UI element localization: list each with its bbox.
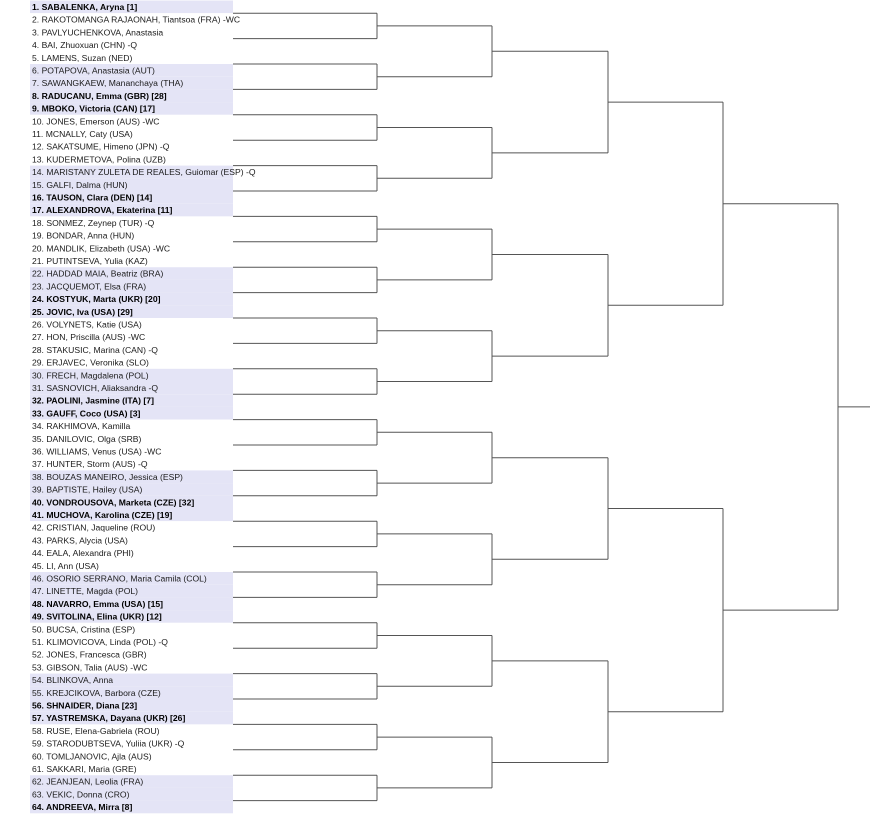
entry-player-name: WILLIAMS, Venus (USA) -WC xyxy=(46,446,162,457)
entry-player-name: MARISTANY ZULETA DE REALES, Guiomar (ESP) -Q xyxy=(46,167,256,178)
entry-number: 61. xyxy=(32,764,44,774)
entry-player-name: SAKKARI, Maria (GRE) xyxy=(46,764,137,774)
draw-entry xyxy=(30,318,233,331)
draw-entry xyxy=(30,216,233,229)
draw-entry xyxy=(30,89,233,102)
draw-entry xyxy=(30,102,233,115)
entry-number: 37. xyxy=(32,459,44,470)
entry-text xyxy=(32,269,163,279)
entry-number: 5. xyxy=(32,52,40,63)
draw-entry xyxy=(30,775,233,788)
entry-player-name: EALA, Alexandra (PHI) xyxy=(46,548,134,559)
entry-player-name: HADDAD MAIA, Beatriz (BRA) xyxy=(46,268,164,279)
entry-number: 30. xyxy=(32,370,44,381)
entry-text xyxy=(32,523,155,533)
draw-entry xyxy=(30,547,233,560)
entry-number: 34. xyxy=(32,421,44,432)
entry-player-name: BAI, Zhuoxuan (CHN) -Q xyxy=(41,40,138,51)
entry-player-name: KREJCIKOVA, Barbora (CZE) xyxy=(46,687,161,698)
entry-text xyxy=(32,624,135,634)
entry-player-name: SAKATSUME, Himeno (JPN) -Q xyxy=(46,141,170,152)
entry-text xyxy=(32,497,194,507)
entry-text xyxy=(32,116,160,126)
entry-player-name: SHNAIDER, Diana [23] xyxy=(46,700,138,711)
entry-number: 6. xyxy=(32,65,40,76)
entry-player-name: MUCHOVA, Karolina (CZE) [19] xyxy=(46,510,173,520)
entry-player-name: JOVIC, Iva (USA) [29] xyxy=(46,306,133,317)
entry-player-name: JEANJEAN, Leolia (FRA) xyxy=(46,776,144,787)
draw-entry xyxy=(30,521,233,534)
entry-player-name: ERJAVEC, Veronika (SLO) xyxy=(46,357,149,368)
entry-number: 39. xyxy=(32,484,44,495)
draw-entry xyxy=(30,77,233,90)
entry-number: 44. xyxy=(32,548,44,559)
entry-text xyxy=(32,281,146,291)
draw-entry xyxy=(30,305,233,318)
bracket-lines xyxy=(233,13,870,800)
entry-player-name: MANDLIK, Elizabeth (USA) -WC xyxy=(46,243,171,254)
entry-number: 17. xyxy=(32,205,44,216)
draw-entry xyxy=(30,610,233,623)
entry-text xyxy=(32,142,170,152)
entry-number: 14. xyxy=(32,167,44,178)
entry-player-name: TOMLJANOVIC, Ajla (AUS) xyxy=(46,751,152,762)
entry-player-name: GIBSON, Talia (AUS) -WC xyxy=(46,662,148,673)
draw-entry xyxy=(30,737,233,750)
entry-number: 36. xyxy=(32,446,44,457)
entry-player-name: STAKUSIC, Marina (CAN) -Q xyxy=(46,344,158,355)
entry-number: 29. xyxy=(32,357,44,368)
draw-entry xyxy=(30,623,233,636)
entry-text xyxy=(32,53,132,63)
entry-player-name: GALFI, Dalma (HUN) xyxy=(46,179,128,190)
entry-text xyxy=(32,383,158,393)
draw-entry xyxy=(30,229,233,242)
entry-text xyxy=(32,332,145,342)
draw-entry xyxy=(30,140,233,153)
draw-entry xyxy=(30,686,233,699)
entry-number: 59. xyxy=(32,738,44,749)
entry-number: 42. xyxy=(32,522,44,533)
entry-player-name: LAMENS, Suzan (NED) xyxy=(41,52,133,63)
entry-player-name: RUSE, Elena-Gabriela (ROU) xyxy=(46,725,160,736)
entry-text xyxy=(32,180,128,190)
draw-entry xyxy=(30,382,233,395)
entry-text xyxy=(32,218,155,228)
entry-number: 27. xyxy=(32,332,44,343)
entry-text xyxy=(32,472,183,482)
entry-text xyxy=(32,510,172,520)
draw-entry xyxy=(30,394,233,407)
entry-number: 55. xyxy=(32,687,44,698)
entry-text xyxy=(32,129,133,139)
entry-player-name: PARKS, Alycia (USA) xyxy=(46,535,128,546)
entry-text xyxy=(32,193,152,203)
entry-text xyxy=(32,485,142,495)
draw-entry xyxy=(30,559,233,572)
entry-player-name: MBOKO, Victoria (CAN) [17] xyxy=(41,103,156,114)
entry-number: 10. xyxy=(32,116,44,127)
entry-number: 62. xyxy=(32,776,44,787)
entry-player-name: HON, Priscilla (AUS) -WC xyxy=(46,332,146,343)
entry-text xyxy=(32,675,113,685)
entry-text xyxy=(32,726,160,736)
entry-number: 19. xyxy=(32,230,44,241)
draw-entry xyxy=(30,255,233,268)
entry-text xyxy=(32,789,130,799)
entry-number: 21. xyxy=(32,256,44,266)
entry-number: 12. xyxy=(32,141,44,152)
draw-entry xyxy=(30,128,233,141)
entry-player-name: SAWANGKAEW, Mananchaya (THA) xyxy=(41,78,184,89)
entry-text xyxy=(32,345,158,355)
entry-number: 50. xyxy=(32,624,44,635)
entry-number: 38. xyxy=(32,471,44,482)
entry-text xyxy=(32,637,168,647)
entry-number: 11. xyxy=(32,129,44,139)
entry-text xyxy=(32,91,167,101)
draw-entry xyxy=(30,724,233,737)
entry-text xyxy=(32,2,137,12)
draw-rows xyxy=(30,1,256,814)
entry-player-name: POTAPOVA, Anastasia (AUT) xyxy=(41,65,155,76)
draw-entry xyxy=(30,369,233,382)
entry-text xyxy=(32,459,148,469)
draw-entry xyxy=(30,712,233,725)
entry-player-name: RAKOTOMANGA RAJAONAH, Tiantsoa (FRA) -WC xyxy=(41,14,241,25)
draw-entry xyxy=(30,420,233,433)
entry-number: 64. xyxy=(32,802,44,813)
entry-number: 63. xyxy=(32,789,44,800)
entry-number: 58. xyxy=(32,725,44,736)
entry-text xyxy=(32,154,166,164)
draw-entry xyxy=(30,788,233,801)
entry-player-name: LINETTE, Magda (POL) xyxy=(46,586,139,597)
entry-text xyxy=(32,574,207,584)
draw-entry xyxy=(30,267,233,280)
entry-player-name: MCNALLY, Caty (USA) xyxy=(45,129,133,139)
draw-entry xyxy=(30,293,233,306)
entry-text xyxy=(32,320,142,330)
entry-number: 60. xyxy=(32,751,44,762)
entry-text xyxy=(32,548,134,558)
entry-player-name: BLINKOVA, Anna xyxy=(46,675,114,686)
entry-player-name: RAKHIMOVA, Kamilla xyxy=(46,421,131,432)
entry-number: 8. xyxy=(32,90,40,101)
entry-number: 52. xyxy=(32,649,44,660)
entry-player-name: TAUSON, Clara (DEN) [14] xyxy=(46,192,153,203)
draw-entry xyxy=(30,115,233,128)
draw-entry xyxy=(30,509,233,522)
entry-number: 26. xyxy=(32,319,44,330)
entry-player-name: NAVARRO, Emma (USA) [15] xyxy=(46,598,164,609)
entry-player-name: KUDERMETOVA, Polina (UZB) xyxy=(46,154,166,165)
draw-entry xyxy=(30,1,233,14)
draw-entry xyxy=(30,458,233,471)
entry-number: 20. xyxy=(32,243,44,254)
draw-entry xyxy=(30,674,233,687)
entry-text xyxy=(32,599,163,609)
entry-player-name: VOLYNETS, Katie (USA) xyxy=(46,319,142,330)
entry-number: 45. xyxy=(32,560,44,571)
entry-text xyxy=(32,688,161,698)
draw-entry xyxy=(30,26,233,39)
draw-entry xyxy=(30,407,233,420)
entry-text xyxy=(32,701,137,711)
entry-player-name: VONDROUSOVA, Marketa (CZE) [32] xyxy=(46,497,195,508)
entry-number: 53. xyxy=(32,662,44,673)
draw-entry xyxy=(30,343,233,356)
entry-text xyxy=(32,739,185,749)
entry-player-name: VEKIC, Donna (CRO) xyxy=(46,789,130,800)
entry-player-name: BOUZAS MANEIRO, Jessica (ESP) xyxy=(46,471,183,482)
draw-entry xyxy=(30,153,233,166)
entry-player-name: SVITOLINA, Elina (UKR) [12] xyxy=(46,611,162,622)
entry-number: 4. xyxy=(32,40,40,51)
entry-player-name: SONMEZ, Zeynep (TUR) -Q xyxy=(46,217,155,228)
entry-player-name: JONES, Francesca (GBR) xyxy=(46,649,147,660)
entry-number: 49. xyxy=(32,611,44,622)
entry-player-name: DANILOVIC, Olga (SRB) xyxy=(46,433,142,444)
entry-player-name: STARODUBTSEVA, Yuliia (UKR) -Q xyxy=(46,738,185,749)
entry-text xyxy=(32,802,132,812)
entry-text xyxy=(32,650,147,660)
draw-entry xyxy=(30,178,233,191)
draw-entry xyxy=(30,750,233,763)
draw-entry xyxy=(30,39,233,52)
entry-number: 2. xyxy=(32,14,40,25)
entry-number: 32. xyxy=(32,395,44,406)
entry-player-name: HUNTER, Storm (AUS) -Q xyxy=(46,459,148,470)
entry-number: 56. xyxy=(32,700,44,711)
entry-number: 13. xyxy=(32,154,44,165)
entry-player-name: KLIMOVICOVA, Linda (POL) -Q xyxy=(46,637,168,647)
entry-player-name: SABALENKA, Aryna [1] xyxy=(41,2,138,12)
entry-player-name: ALEXANDROVA, Ekaterina [11] xyxy=(46,205,173,216)
draw-entry xyxy=(30,699,233,712)
entry-text xyxy=(32,358,149,368)
entry-text xyxy=(32,243,170,253)
entry-player-name: JACQUEMOT, Elsa (FRA) xyxy=(46,281,147,292)
entry-number: 46. xyxy=(32,573,44,584)
entry-text xyxy=(32,662,147,672)
entry-text xyxy=(32,535,128,545)
entry-text xyxy=(32,27,163,37)
entry-player-name: SASNOVICH, Aliaksandra -Q xyxy=(46,383,159,393)
entry-player-name: JONES, Emerson (AUS) -WC xyxy=(46,116,160,127)
entry-text xyxy=(32,78,183,88)
draw-entry xyxy=(30,801,233,814)
draw-entry xyxy=(30,64,233,77)
entry-player-name: BONDAR, Anna (HUN) xyxy=(46,230,135,241)
draw-entry xyxy=(30,166,256,179)
entry-text xyxy=(32,104,155,114)
entry-number: 24. xyxy=(32,294,44,305)
entry-number: 57. xyxy=(32,713,44,724)
entry-text xyxy=(32,40,137,50)
entry-number: 16. xyxy=(32,192,44,203)
entry-text xyxy=(32,370,149,380)
entry-player-name: PUTINTSEVA, Yulia (KAZ) xyxy=(46,256,148,266)
entry-text xyxy=(32,561,99,571)
draw-entry xyxy=(30,496,233,509)
draw-entry xyxy=(30,51,233,64)
draw-entry xyxy=(30,432,233,445)
entry-text xyxy=(32,586,138,596)
draw-entry xyxy=(30,280,233,293)
entry-number: 47. xyxy=(32,586,44,597)
entry-text xyxy=(32,434,142,444)
entry-number: 48. xyxy=(32,598,44,609)
draw-entry xyxy=(30,572,233,585)
entry-text xyxy=(32,66,155,76)
entry-text xyxy=(32,713,185,723)
entry-player-name: KOSTYUK, Marta (UKR) [20] xyxy=(46,294,161,305)
entry-number: 28. xyxy=(32,344,44,355)
entry-text xyxy=(32,777,143,787)
draw-entry xyxy=(30,191,233,204)
entry-text xyxy=(32,231,134,241)
entry-player-name: GAUFF, Coco (USA) [3] xyxy=(46,408,141,419)
draw-entry xyxy=(30,204,233,217)
entry-player-name: LI, Ann (USA) xyxy=(46,560,99,571)
entry-text xyxy=(32,751,152,761)
draw-entry xyxy=(30,470,233,483)
entry-text xyxy=(32,15,240,25)
entry-text xyxy=(32,307,133,317)
draw-entry xyxy=(30,483,233,496)
entry-number: 1. xyxy=(32,2,40,12)
draw-entry xyxy=(30,648,233,661)
entry-number: 22. xyxy=(32,268,44,279)
draw-entry xyxy=(30,242,233,255)
entry-text xyxy=(32,421,130,431)
draw-entry xyxy=(30,763,233,776)
entry-player-name: BAPTISTE, Hailey (USA) xyxy=(46,484,143,495)
draw-entry xyxy=(30,597,233,610)
entry-number: 7. xyxy=(32,78,40,89)
draw-entry xyxy=(30,636,233,649)
entry-number: 51. xyxy=(32,637,44,647)
draw-entry xyxy=(30,13,240,26)
entry-number: 9. xyxy=(32,103,40,114)
entry-number: 41. xyxy=(32,510,44,520)
entry-player-name: ANDREEVA, Mirra [8] xyxy=(46,802,133,813)
entry-number: 35. xyxy=(32,433,44,444)
draw-entry xyxy=(30,585,233,598)
entry-text xyxy=(32,764,137,774)
entry-text xyxy=(32,205,173,215)
entry-number: 3. xyxy=(32,27,40,38)
entry-number: 25. xyxy=(32,306,44,317)
entry-text xyxy=(32,408,141,418)
entry-player-name: PAOLINI, Jasmine (ITA) [7] xyxy=(46,395,154,406)
entry-player-name: FRECH, Magdalena (POL) xyxy=(46,370,149,381)
entry-number: 15. xyxy=(32,179,44,190)
entry-player-name: YASTREMSKA, Dayana (UKR) [26] xyxy=(46,713,186,724)
entry-text xyxy=(32,396,154,406)
entry-number: 43. xyxy=(32,535,44,546)
entry-player-name: OSORIO SERRANO, Maria Camila (COL) xyxy=(46,573,207,584)
draw-entry xyxy=(30,445,233,458)
entry-text xyxy=(32,612,162,622)
entry-player-name: BUCSA, Cristina (ESP) xyxy=(46,624,136,635)
entry-player-name: CRISTIAN, Jaqueline (ROU) xyxy=(46,522,156,533)
draw-entry xyxy=(30,356,233,369)
entry-text xyxy=(32,167,256,177)
entry-player-name: RADUCANU, Emma (GBR) [28] xyxy=(41,90,167,101)
draw-entry xyxy=(30,661,233,674)
entry-number: 18. xyxy=(32,217,44,228)
entry-text xyxy=(32,294,161,304)
entry-player-name: PAVLYUCHENKOVA, Anastasia xyxy=(41,27,164,38)
entry-text xyxy=(32,447,161,457)
draw-entry xyxy=(30,534,233,547)
entry-number: 54. xyxy=(32,675,44,686)
entry-number: 23. xyxy=(32,281,44,292)
entry-number: 31. xyxy=(32,383,44,393)
entry-number: 33. xyxy=(32,408,44,419)
entry-text xyxy=(32,256,148,266)
draw-entry xyxy=(30,331,233,344)
entry-number: 40. xyxy=(32,497,44,508)
